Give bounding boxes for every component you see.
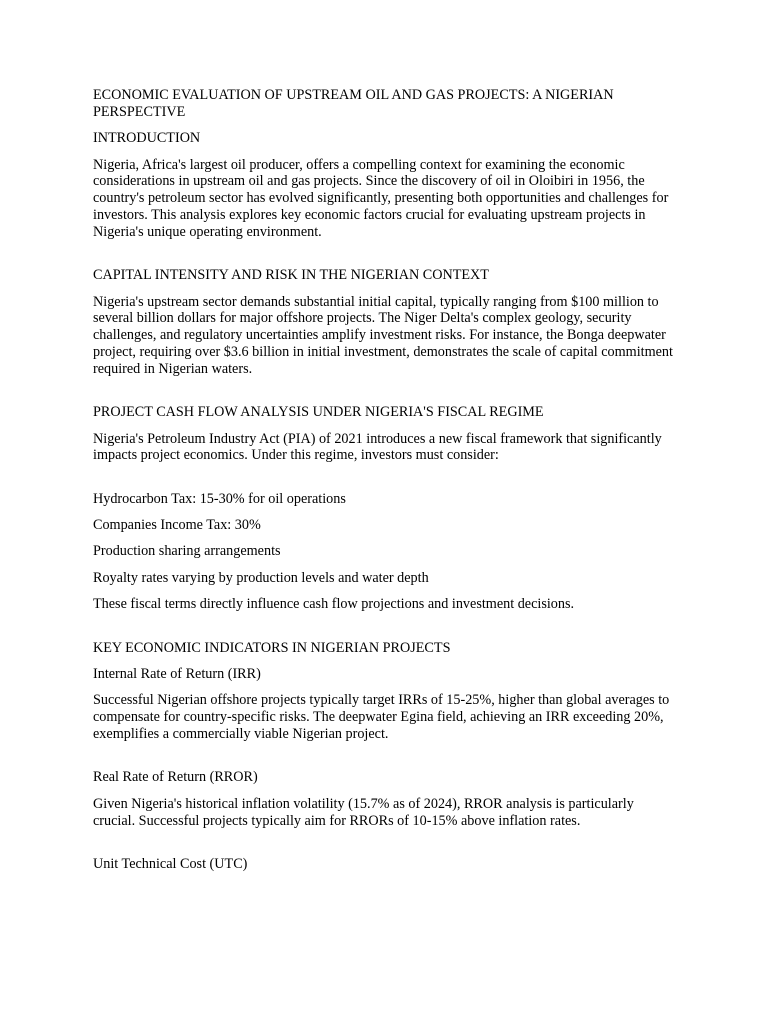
introduction-paragraph: Nigeria, Africa's largest oil producer, offers a compelling context for examining the economic considerations in upstream oil and gas projects. Since the discovery of oil in Oloibiri in 1956, the country's petroleum sector has evolved significantly, presenting both opportunities and challenges for investors. This analysis explores key economic factors crucial for evaluating upstream projects in Nigeria's unique operating environment. <box>93 156 669 240</box>
fiscal-list-item: Royalty rates varying by production levels and water depth <box>93 569 429 586</box>
utc-heading: Unit Technical Cost (UTC) <box>93 856 248 872</box>
fiscal-list-item: Companies Income Tax: 30% <box>93 517 261 534</box>
rror-paragraph: Given Nigeria's historical inflation volatility (15.7% as of 2024), RROR analysis is particularly crucial. Successful projects typically aim for RRORs of 10-15% above inflation rates. <box>93 795 634 829</box>
section-spacer <box>93 623 678 640</box>
fiscal-list-item: Production sharing arrangements <box>93 543 281 560</box>
cashflow-paragraph: Nigeria's Petroleum Industry Act (PIA) of 2021 introduces a new fiscal framework that significantly impacts project economics. Under this regime, investors must consider: <box>93 430 662 464</box>
document-page <box>93 87 678 882</box>
cashflow-closing: These fiscal terms directly influence cash flow projections and investment decisions. <box>93 596 575 613</box>
section-spacer <box>93 839 678 856</box>
rror-heading: Real Rate of Return (RROR) <box>93 769 258 786</box>
irr-paragraph: Successful Nigerian offshore projects typically target IRRs of 15-25%, higher than global averages to compensate for country-specific risks. The deepwater Egina field, achieving an IRR exceeding 20%, exemplifies a commercially viable Nigerian project. <box>93 692 670 743</box>
section-spacer <box>93 474 678 491</box>
indicators-heading: KEY ECONOMIC INDICATORS IN NIGERIAN PROJECTS <box>93 639 451 656</box>
cashflow-heading: PROJECT CASH FLOW ANALYSIS UNDER NIGERIA'S FISCAL REGIME <box>93 404 544 421</box>
introduction-heading: INTRODUCTION <box>93 130 201 147</box>
document-title: ECONOMIC EVALUATION OF UPSTREAM OIL AND GAS PROJECTS: A NIGERIAN PERSPECTIVE <box>93 87 614 120</box>
irr-heading: Internal Rate of Return (IRR) <box>93 666 261 683</box>
section-spacer <box>93 752 678 769</box>
section-spacer <box>93 387 678 404</box>
capital-paragraph: Nigeria's upstream sector demands substantial initial capital, typically ranging from $100 million to several billion dollars for major offshore projects. The Niger Delta's complex geology, security challenges, and regulatory uncertainties amplify investment risks. For instance, the Bonga deepwater project, requiring over $3.6 billion in initial investment, demonstrates the scale of capital commitment required in Nigerian waters. <box>93 293 673 377</box>
section-spacer <box>93 250 678 267</box>
capital-heading: CAPITAL INTENSITY AND RISK IN THE NIGERIAN CONTEXT <box>93 267 489 284</box>
fiscal-list-item: Hydrocarbon Tax: 15-30% for oil operations <box>93 490 346 507</box>
